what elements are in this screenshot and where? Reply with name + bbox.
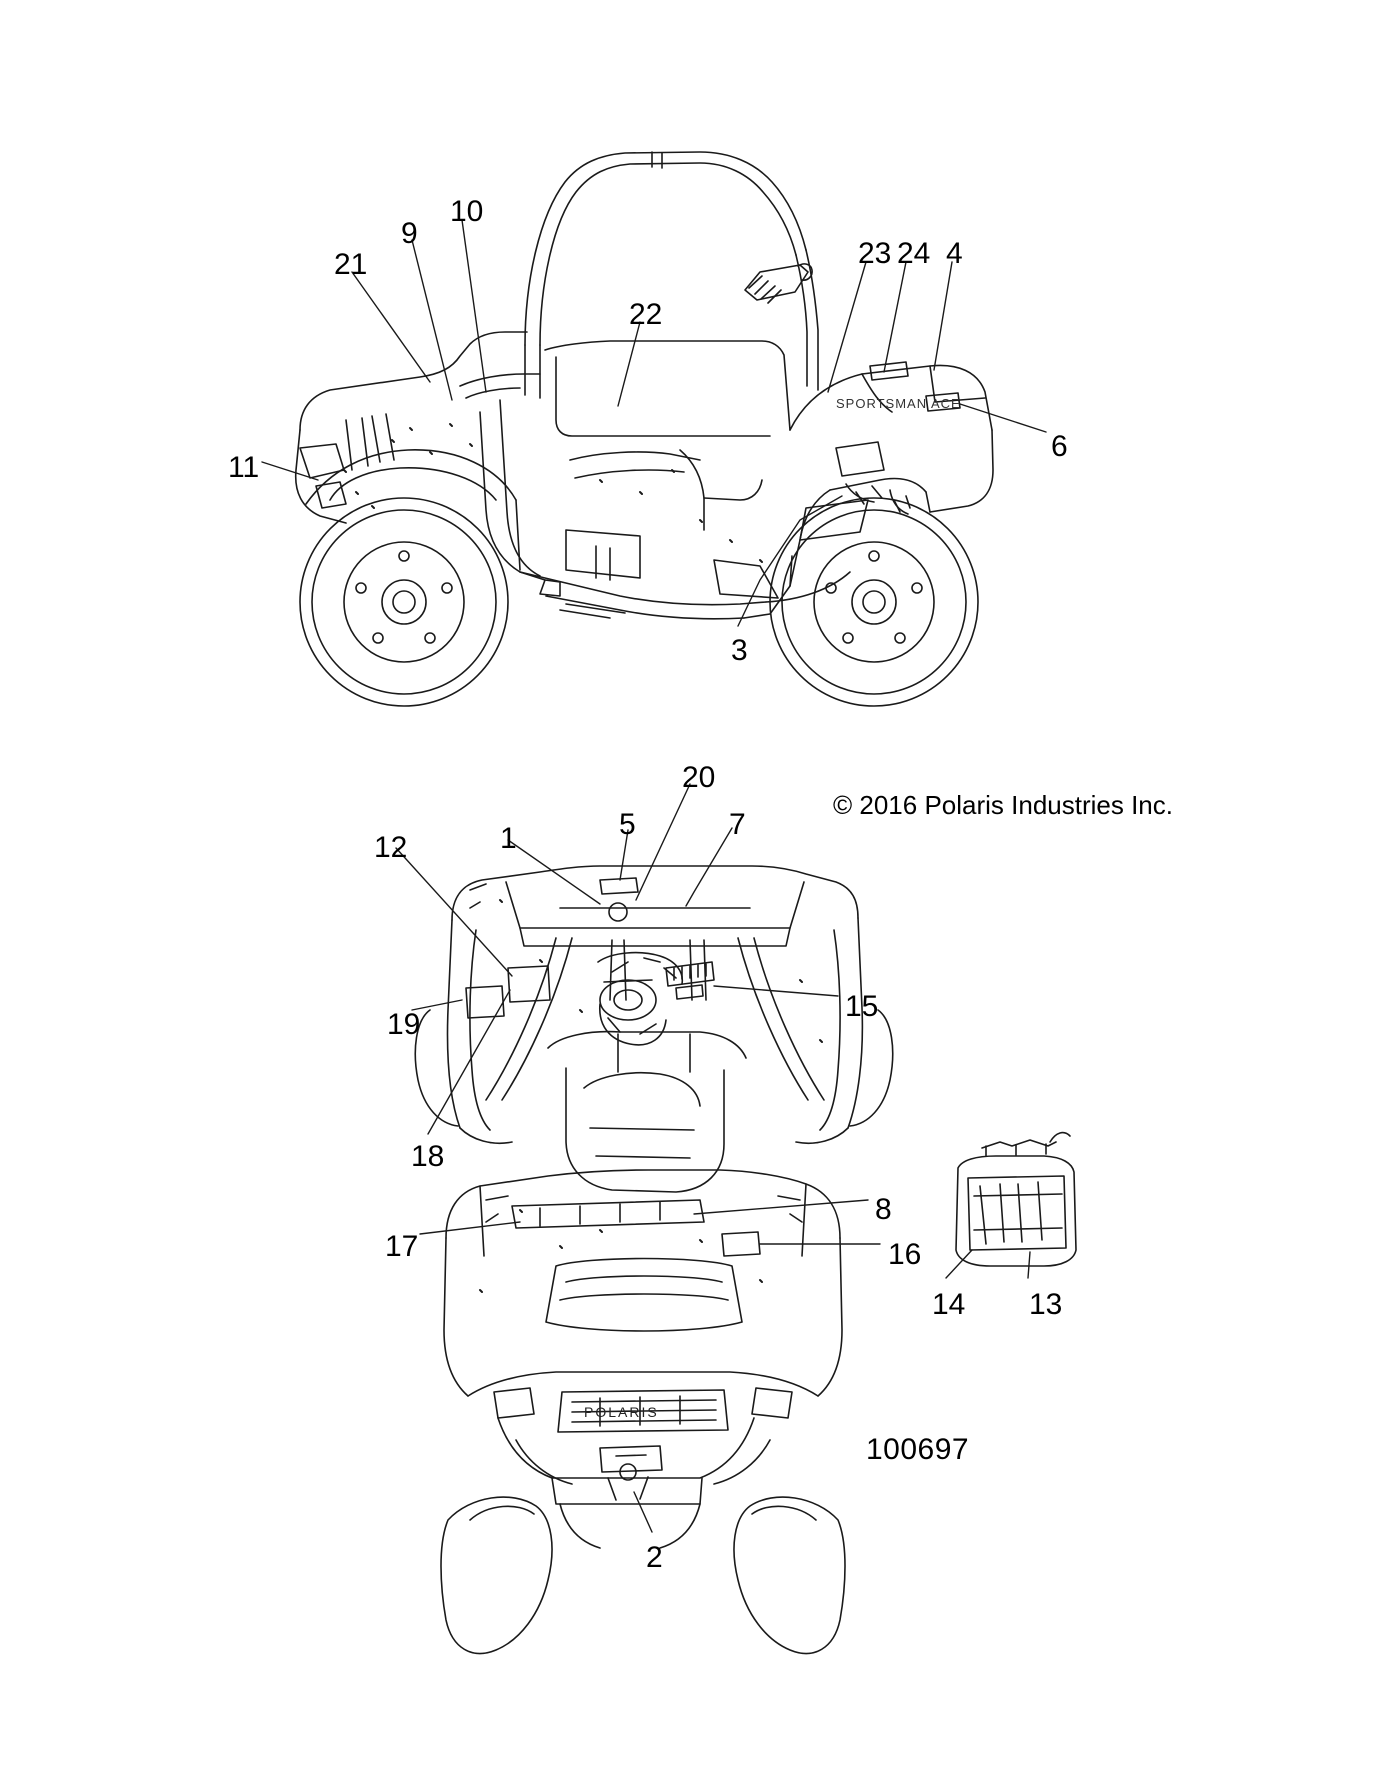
callout-22: 22 — [629, 298, 663, 331]
detail-part-group — [956, 1133, 1076, 1266]
callout-14: 14 — [932, 1288, 966, 1321]
callout-24: 24 — [897, 237, 931, 270]
callout-17: 17 — [385, 1230, 419, 1263]
drawing-number: 100697 — [866, 1433, 970, 1466]
callout-2: 2 — [646, 1541, 663, 1574]
leader-lines-top — [262, 217, 1046, 626]
callout-4: 4 — [946, 237, 963, 270]
vehicle-badge-text: SPORTSMAN ACE — [836, 396, 961, 411]
callout-3: 3 — [731, 634, 748, 667]
copyright-notice: © 2016 Polaris Industries Inc. — [833, 790, 1173, 820]
callout-18: 18 — [411, 1140, 445, 1173]
callout-10: 10 — [450, 195, 484, 228]
callout-6: 6 — [1051, 430, 1068, 463]
callout-11: 11 — [228, 451, 260, 484]
callout-19: 19 — [387, 1008, 421, 1041]
callout-5: 5 — [619, 808, 636, 841]
callout-15: 15 — [845, 990, 879, 1023]
callout-8: 8 — [875, 1193, 892, 1226]
callout-20: 20 — [682, 761, 716, 794]
callout-7: 7 — [729, 808, 746, 841]
top-view-group — [415, 866, 892, 1653]
callout-23: 23 — [858, 237, 892, 270]
callout-9: 9 — [401, 217, 418, 250]
callout-1: 1 — [500, 822, 517, 855]
front-bumper-brand-text: POLARIS — [584, 1404, 659, 1420]
callout-16: 16 — [888, 1238, 922, 1271]
callout-12: 12 — [374, 831, 408, 864]
callout-13: 13 — [1029, 1288, 1063, 1321]
callout-21: 21 — [334, 248, 368, 281]
